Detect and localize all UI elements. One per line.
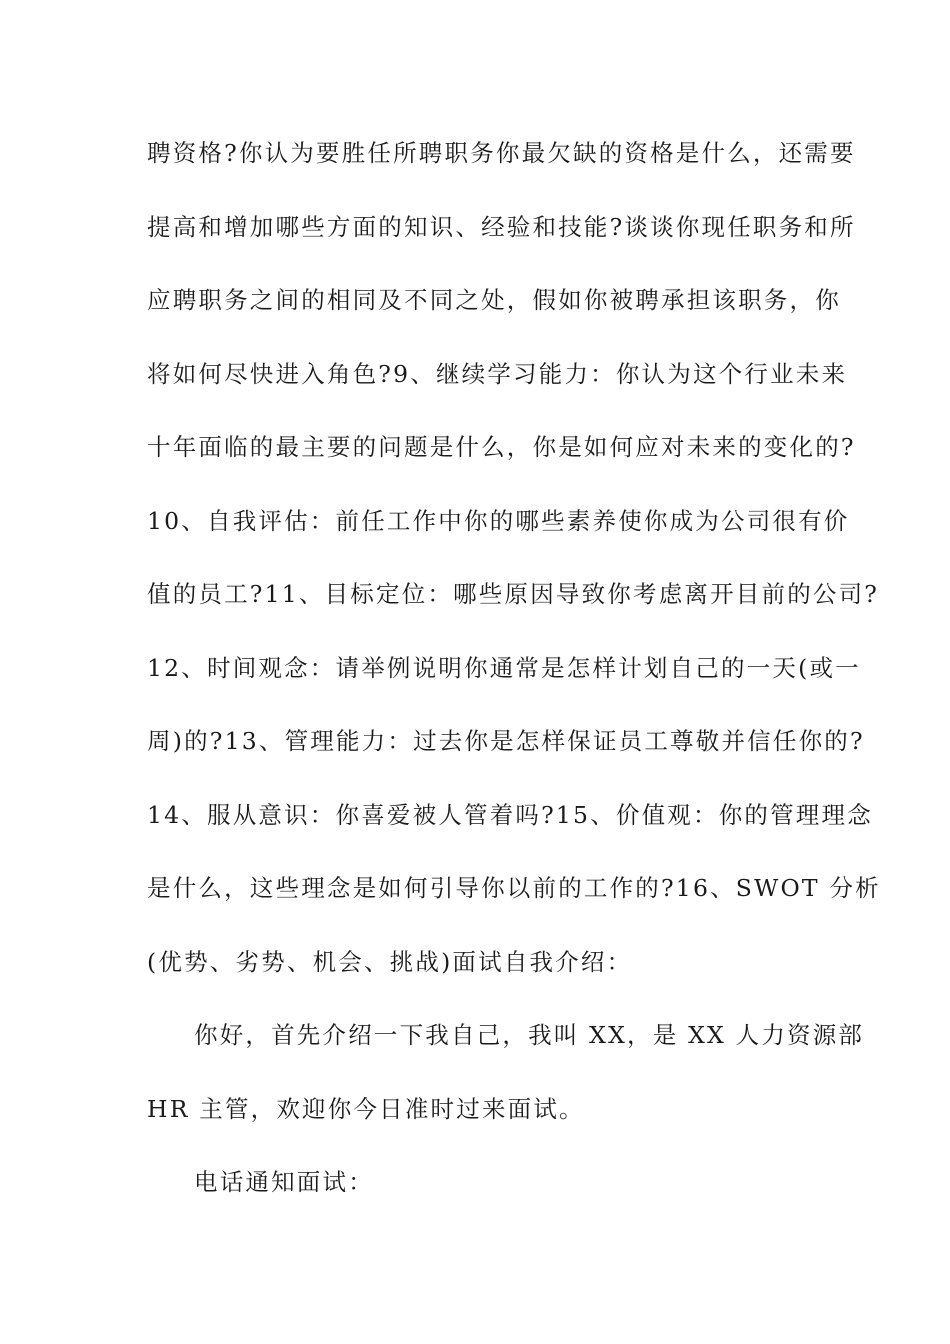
text-line: HR 主管，欢迎你今日准时过来面试。 xyxy=(147,1094,585,1123)
text-line: 提高和增加哪些方面的知识、经验和技能?谈谈你现任职务和所 xyxy=(147,212,856,241)
text-line: 10、自我评估：前任工作中你的哪些素养使你成为公司很有价 xyxy=(147,506,850,535)
section-heading-phone-interview: 电话通知面试： xyxy=(194,1168,374,1196)
text-line: 聘资格?你认为要胜任所聘职务你最欠缺的资格是什么，还需要 xyxy=(147,139,856,167)
text-line: 14、服从意识：你喜爱被人管着吗?15、价值观：你的管理理念 xyxy=(147,800,873,829)
text-line: 周)的?13、管理能力：过去你是怎样保证员工尊敬并信任你的? xyxy=(147,727,865,755)
text-line: 12、时间观念：请举例说明你通常是怎样计划自己的一天(或一 xyxy=(147,653,861,682)
text-line: 十年面临的最主要的问题是什么，你是如何应对未来的变化的? xyxy=(147,433,856,461)
text-line: 值的员工?11、目标定位：哪些原因导致你考虑离开目前的公司? xyxy=(147,580,880,608)
text-line: 是什么，这些理念是如何引导你以前的工作的?16、SWOT 分析 xyxy=(147,874,881,902)
paragraph-intro-line: 你好，首先介绍一下我自己，我叫 XX，是 XX 人力资源部 xyxy=(194,1021,865,1049)
text-line: 将如何尽快进入角色?9、继续学习能力：你认为这个行业未来 xyxy=(147,359,848,388)
text-line: (优势、劣势、机会、挑战)面试自我介绍： xyxy=(147,947,633,976)
text-line: 应聘职务之间的相同及不同之处，假如你被聘承担该职务，你 xyxy=(147,286,841,314)
body-text xyxy=(147,128,881,1231)
